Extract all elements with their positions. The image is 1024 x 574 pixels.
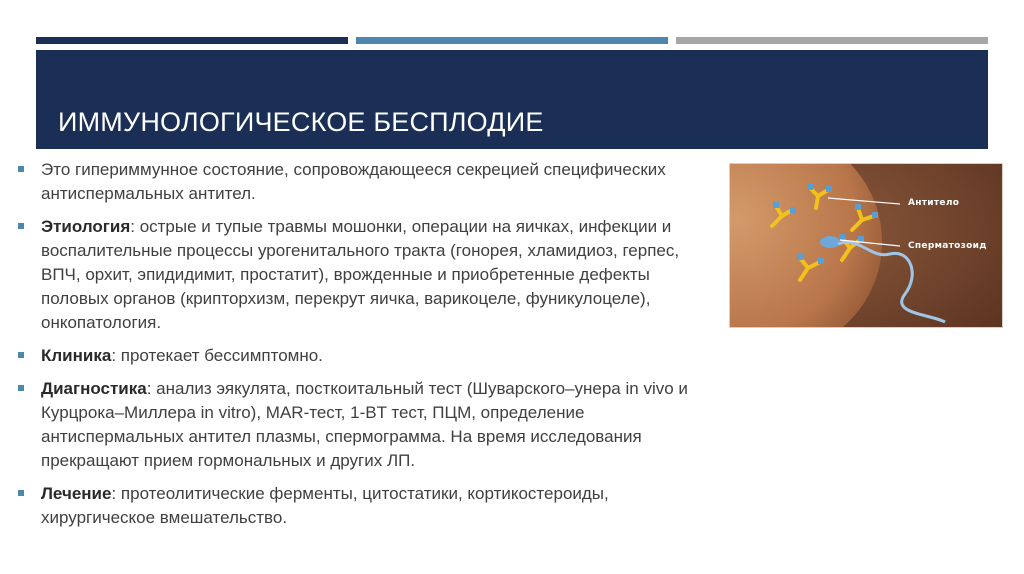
bullet-clinic: [18, 344, 718, 368]
decor-strip-navy: [36, 37, 348, 44]
bullet-term: Лечение: [41, 484, 112, 503]
bullet-term: Диагностика: [41, 379, 147, 398]
bullet-text: [41, 344, 718, 368]
bullet-etiology: [18, 215, 718, 335]
bullet-definition: [18, 158, 718, 206]
bullet-text: [41, 482, 718, 530]
bullet-body: : анализ эякулята, посткоитальный тест (Шуварского–унера in vivo и Курцрока–Миллера in vitro), MAR-тест, 1-BT тест, ПЦМ, определение антиспермальных антител плазмы, спермограмма. На время исследования прекращают прием гормональных и других ЛП.: [41, 379, 688, 470]
bullet-term: Клиника: [41, 346, 112, 365]
bullet-body: : острые и тупые травмы мошонки, операции на яичках, инфекции и воспалительные процессы урогенитального тракта (гонорея, хламидиоз, герпес, ВПЧ, орхит, эпидидимит, простатит), врожденные и приобретенные дефекты половых органов (крипторхизм, перекрут яичка, варикоцеле, фуникулоцеле), онкопатология.: [41, 217, 680, 332]
decor-strip-gray: [676, 37, 988, 44]
decor-strip-blue: [356, 37, 668, 44]
label-antibody: Антитело: [908, 198, 960, 208]
antibody-sperm-illustration: [729, 163, 1003, 328]
bullet-marker: [18, 490, 24, 496]
bullet-treatment: [18, 482, 718, 530]
sperm-head: [820, 236, 840, 248]
slide-title: ИММУНОЛОГИЧЕСКОЕ БЕСПЛОДИЕ: [58, 107, 544, 137]
bullet-diagnostics: [18, 377, 718, 473]
bullet-text: [41, 377, 718, 473]
bullet-body: : протеолитические ферменты, цитостатики, кортикостероиды, хирургическое вмешательство.: [41, 484, 609, 527]
bullet-marker: [18, 166, 24, 172]
bullet-marker: [18, 385, 24, 391]
label-sperm: Сперматозоид: [908, 241, 987, 251]
bullet-marker: [18, 352, 24, 358]
bullet-body: : протекает бессимптомно.: [111, 346, 323, 365]
bullet-body: Это гипериммунное состояние, сопровождающееся секрецией специфических антиспермальных антител.: [41, 160, 666, 203]
bullet-list: [18, 158, 718, 539]
bullet-marker: [18, 223, 24, 229]
bullet-text: [41, 158, 718, 206]
title-bar: [36, 50, 988, 149]
bullet-text: [41, 215, 718, 335]
bullet-term: Этиология: [41, 217, 131, 236]
